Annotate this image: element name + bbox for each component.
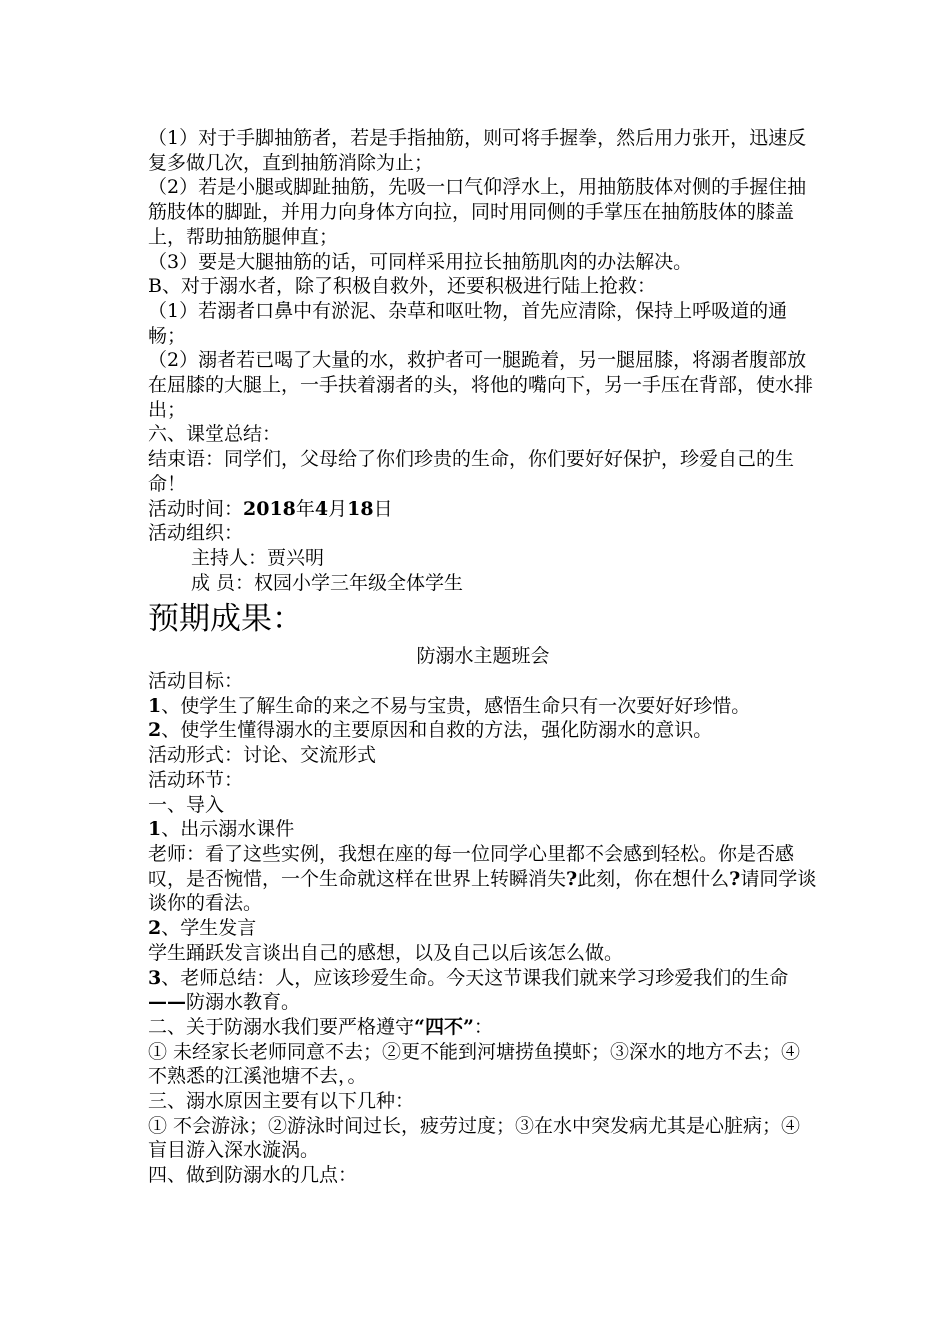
section-heading: 一、导入 [148,793,225,816]
heading-quote: “四不” [414,1015,474,1038]
goal-item [148,718,818,743]
steps-label: 活动环节： [148,768,244,791]
question-mark: ? [729,867,741,890]
paragraph: （2）若是小腿或脚趾抽筋，先吸一口气仰浮水上，用抽筋肢体对侧的手握住抽筋肢体的脚趾，并用力向身体方向拉，同时用同侧的手掌压在抽筋肢体的膝盖上，帮助抽筋腿伸直； [148,176,807,248]
step-text: 、老师总结：人，应该珍爱生命。今天这节课我们就来学习珍爱我们的生命 [161,966,789,989]
teacher-text: 老师：看了这些实例，我想在座的每一位同学心里都不会感到轻松。你是否感叹，是否惋惜，一个生命就这样在世界上转瞬消失 [148,842,795,890]
paragraph: （1）若溺者口鼻中有淤泥、杂草和呕吐物，首先应清除，保持上呼吸道的通畅； [148,299,788,347]
question-mark: ? [566,867,578,890]
goal-number: 2 [148,719,162,742]
activity-form: 活动形式：讨论、交流形式 [148,744,377,767]
paragraph: 结束语：同学们，父母给了你们珍贵的生命，你们要好好保护，珍爱自己的生命！ [148,448,795,495]
section-heading: 六、课堂总结： [148,423,282,446]
step-number: 3 [148,966,162,989]
paragraph: 学生踊跃发言谈出自己的感想，以及自己以后该怎么做。 [148,941,624,964]
goal-text: 、使学生了解生命的来之不易与宝贵，感悟生命只有一次要好好珍惜。 [161,694,751,717]
year-unit: 年 [295,497,315,520]
day-unit: 日 [373,497,393,520]
paragraph: B、对于溺水者，除了积极自救外，还要积极进行陆上抢救： [148,275,656,298]
heading-text: 二、关于防溺水我们要严格遵守 [148,1015,415,1038]
goal-text: 、使学生懂得溺水的主要原因和自救的方法，强化防溺水的意识。 [161,719,713,742]
dash: —— [148,991,186,1014]
step-text: 、出示溺水课件 [161,818,295,841]
organization-members: 成 员：权园小学三年级全体学生 [191,571,464,594]
month-unit: 月 [328,497,348,520]
section-heading [148,1015,818,1040]
section-heading: 三、溺水原因主要有以下几种： [148,1090,415,1113]
step-number: 1 [148,818,162,841]
activity-time-label: 活动时间： [148,497,244,520]
expected-results-heading: 预期成果： [148,601,303,638]
section-heading: 四、做到防溺水的几点： [148,1164,358,1187]
organization-host: 主持人：贾兴明 [191,546,325,569]
step-item [148,966,818,1015]
teacher-text: 此刻，你在想什么 [577,867,730,890]
paragraph: （3）要是大腿抽筋的话，可同样采用拉长抽筋肌肉的办法解决。 [148,250,693,273]
paragraph: ① 未经家长老师同意不去；②更不能到河塘捞鱼摸虾；③深水的地方不去；④不熟悉的江溪池塘不去，。 [148,1040,801,1088]
goals-label: 活动目标： [148,670,244,693]
activity-time [148,497,818,522]
teacher-text: 请同学谈谈你的看法。 [148,867,817,915]
step-text: 防溺水教育。 [186,991,301,1014]
step-text: 、学生发言 [161,917,257,940]
document-body [148,126,818,1188]
step-item [148,916,818,941]
step-number: 2 [148,917,162,940]
paragraph [148,842,818,916]
paragraph: ① 不会游泳；②游泳时间过长，疲劳过度；③在水中突发病尤其是心脏病；④盲目游入深水漩涡。 [148,1114,801,1162]
heading-text: ： [473,1015,493,1038]
activity-day: 18 [347,497,374,520]
goal-number: 1 [148,694,162,717]
step-item [148,817,818,842]
paragraph: （1）对于手脚抽筋者，若是手指抽筋，则可将手握拳，然后用力张开，迅速反复多做几次，直到抽筋消除为止； [148,127,807,174]
goal-item [148,694,818,719]
organization-label: 活动组织： [148,522,244,545]
section-title: 防溺水主题班会 [416,645,550,668]
activity-month: 4 [314,497,329,520]
activity-year: 2018 [243,497,296,520]
paragraph: （2）溺者若已喝了大量的水，救护者可一腿跪着，另一腿屈膝，将溺者腹部放在屈膝的大腿上，一手扶着溺者的头，将他的嘴向下，另一手压在背部，使水排出； [148,349,814,421]
